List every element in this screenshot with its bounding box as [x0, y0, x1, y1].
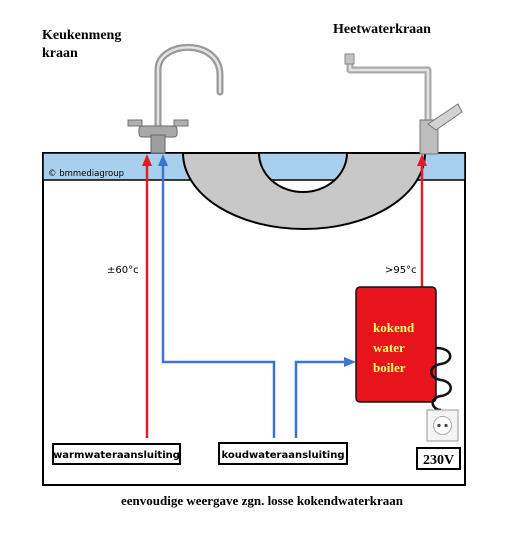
- cold-connection-label: koudwateraansluiting: [221, 450, 345, 461]
- kitchen-faucet-icon: [128, 47, 220, 153]
- warm-connection-label: warmwateraansluiting: [53, 450, 180, 461]
- kitchen-faucet-label-line1: Keukenmeng: [42, 28, 122, 43]
- cold-pipe-boiler: [296, 362, 346, 438]
- boiler-label-line2: water: [373, 340, 405, 355]
- boiler-label-line1: kokend: [373, 320, 415, 335]
- temperature-right: >95°c: [385, 265, 417, 276]
- temperature-left: ±60°c: [107, 265, 139, 276]
- cold-pipe-boiler-arrow: [344, 357, 356, 367]
- hot-water-tap-icon: [345, 54, 462, 154]
- kitchen-faucet-label-line2: kraan: [42, 46, 78, 61]
- voltage-label: 230V: [422, 453, 455, 468]
- power-socket-icon: [427, 410, 458, 441]
- caption: eenvoudige weergave zgn. losse kokendwaterkraan: [120, 493, 404, 508]
- copyright-label: © bmmediagroup: [48, 169, 125, 179]
- boiler-label-line3: boiler: [373, 360, 406, 375]
- hot-tap-label: Heetwaterkraan: [333, 22, 431, 37]
